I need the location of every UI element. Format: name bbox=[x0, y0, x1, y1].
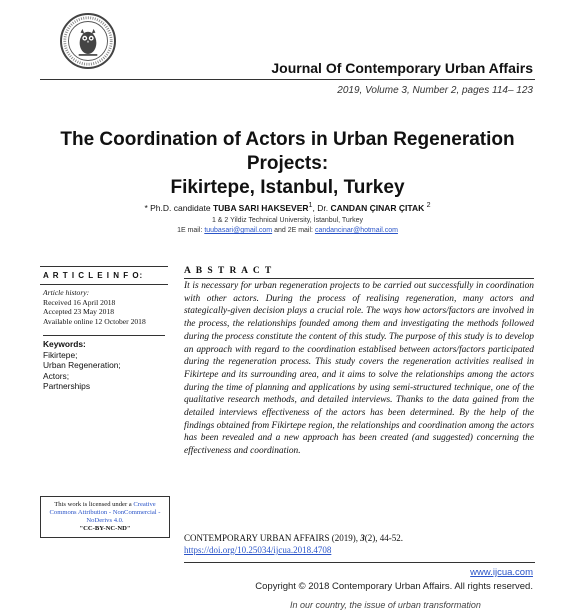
abstract-text: It is necessary for urban regeneration projects to be carried out successfully in coordination with other actors. During the process of realising regeneration, many actors and stategically-given decision plays a crucial role. The ways how actors/factors are involved in the process, the relationships founded among them and investigating the methods followed during the process constitute the content of this study. The purpose of this study is to develop an approach with regard to the coordination establised between actors/factors participated during the regeneration process. This study covers the regeneration activities realised in Fikirtepe and its surrounding area, and it aims to solve the relationships among the actors during the time of planning and applications by using semi-structured technique, one of the qualitative research methods, and detailed interviews. Thanks to the data gained from the detailed interviews effectiveness of the actors has been determined. By the help of the findings obtained from Fikirtepe region, the relationships and coordination among the actors has been revealed and a new approach has been created (and suggested) concerning the effectiveness and coordination. bbox=[184, 281, 534, 457]
citation-suffix: (2), 44-52. bbox=[364, 533, 404, 543]
keywords-block bbox=[40, 336, 168, 395]
history-heading: Article history: bbox=[43, 288, 90, 297]
email-prefix: 1E mail: bbox=[177, 227, 203, 234]
accepted-date: Accepted 23 May 2018 bbox=[43, 307, 115, 316]
abstract-heading: A B S T R A C T bbox=[184, 266, 534, 279]
abstract-section bbox=[184, 266, 534, 458]
available-date: Available online 12 October 2018 bbox=[43, 316, 146, 326]
email-link-2[interactable]: candancinar@hotmail.com bbox=[314, 227, 398, 234]
author1-name: TUBA SARI HAKSEVER bbox=[212, 202, 309, 213]
keyword-item: Fikirtepe; bbox=[43, 349, 78, 360]
email-link-1[interactable]: tuubasari@gmail.com bbox=[204, 227, 273, 234]
affiliation: 1 & 2 Yildiz Technical University, İstanbul, Turkey bbox=[211, 217, 364, 224]
doi-link[interactable]: https://doi.org/10.25034/ijcua.2018.4708 bbox=[184, 545, 332, 555]
citation-volume: 3 bbox=[360, 533, 365, 543]
journal-logo bbox=[60, 13, 116, 69]
author1-prefix: * Ph.D. candidate bbox=[144, 202, 211, 213]
license-box bbox=[40, 496, 170, 538]
keyword-item: Actors; bbox=[43, 370, 70, 381]
owl-seal-icon bbox=[62, 15, 114, 67]
copyright: Copyright © 2018 Contemporary Urban Affairs. All rights reserved. bbox=[255, 581, 533, 592]
author1-sup: 1 bbox=[308, 201, 313, 209]
license-link[interactable]: Creative Commons Attribution - NonCommercial - NoDerivs 4.0. bbox=[49, 501, 161, 524]
author-line bbox=[40, 201, 535, 213]
email-mid: and 2E mail: bbox=[274, 227, 313, 234]
title-line-1: The Coordination of Actors in Urban Regeneration bbox=[60, 129, 515, 150]
license-code: "CC-BY-NC-ND" bbox=[79, 525, 131, 532]
citation-text bbox=[184, 532, 534, 544]
article-title bbox=[40, 128, 535, 200]
title-line-3: Fikirtepe, Istanbul, Turkey bbox=[170, 177, 405, 198]
author2-sup: 2 bbox=[426, 201, 431, 209]
issue-info: 2019, Volume 3, Number 2, pages 114– 123 bbox=[337, 85, 533, 96]
keywords-heading: Keywords: bbox=[43, 339, 86, 349]
article-info-heading: A R T I C L E I N F O: bbox=[40, 267, 168, 285]
citation-prefix: CONTEMPORARY URBAN AFFAIRS (2019), bbox=[184, 533, 359, 543]
author2-name: CANDAN ÇINAR ÇITAK bbox=[330, 202, 425, 213]
keyword-item: Urban Regeneration; bbox=[43, 360, 121, 370]
keyword-item: Partnerships bbox=[43, 381, 91, 391]
received-date: Received 16 April 2018 bbox=[43, 297, 116, 307]
citation bbox=[184, 532, 534, 556]
article-history bbox=[40, 285, 168, 329]
email-line bbox=[40, 227, 535, 234]
article-info-panel bbox=[40, 266, 168, 395]
title-line-2: Projects: bbox=[246, 153, 329, 174]
author2-prefix: , Dr. bbox=[312, 202, 329, 213]
website-link[interactable]: www.ijcua.com bbox=[470, 567, 533, 578]
header-rule bbox=[40, 79, 535, 80]
journal-name: Journal Of Contemporary Urban Affairs bbox=[271, 60, 533, 76]
footer-rule bbox=[184, 562, 535, 563]
next-text-line: In our country, the issue of urban transformation bbox=[290, 600, 481, 610]
license-text: This work is licensed under a bbox=[54, 501, 132, 508]
